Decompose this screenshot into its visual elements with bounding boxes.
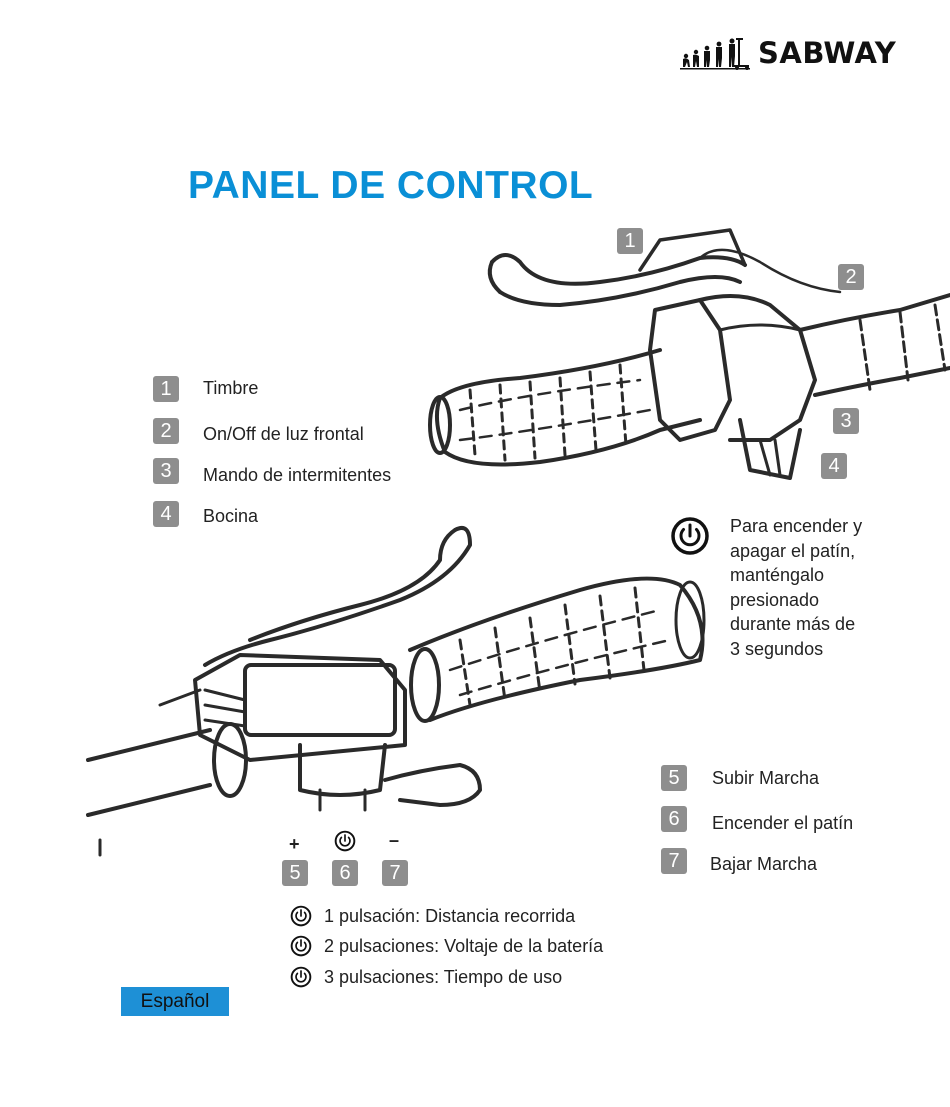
power-icon <box>334 830 356 852</box>
press-function-item <box>290 966 562 988</box>
callout-2: 2 <box>838 264 864 290</box>
control-badge-7: 7 <box>382 860 408 886</box>
power-instruction-line: presionado <box>730 589 820 610</box>
legend-label-subir-marcha: Subir Marcha <box>712 768 820 788</box>
legend-label-bocina: Bocina <box>203 506 259 526</box>
power-instruction-line: apagar el patín, <box>730 540 856 561</box>
power-instruction-line: 3 segundos <box>730 638 824 659</box>
press-function-item <box>290 935 603 957</box>
power-instruction <box>730 514 945 661</box>
brand-name: SABWAY <box>758 36 897 70</box>
legend-badge-2: 2 <box>153 418 179 444</box>
press-function-text: 2 pulsaciones: Voltaje de la batería <box>324 935 604 956</box>
plus-symbol: + <box>289 834 300 854</box>
legend-badge-7: 7 <box>661 848 687 874</box>
legend-badge-4: 4 <box>153 501 179 527</box>
legend-label-bajar-marcha: Bajar Marcha <box>710 854 818 874</box>
press-function-item <box>290 905 575 927</box>
minus-symbol: – <box>389 830 400 850</box>
callout-1: 1 <box>617 228 643 254</box>
press-function-text: 1 pulsación: Distancia recorrida <box>324 905 576 926</box>
power-icon <box>290 905 312 927</box>
legend-label-timbre: Timbre <box>203 378 259 398</box>
legend-badge-6: 6 <box>661 806 687 832</box>
power-instruction-line: durante más de <box>730 614 856 634</box>
bottom-handlebar-drawing <box>88 528 704 855</box>
legend-badge-5: 5 <box>661 765 687 791</box>
legend-label-intermitentes: Mando de intermitentes <box>203 465 392 485</box>
callout-3: 3 <box>833 408 859 434</box>
legend-label-encender: Encender el patín <box>712 813 854 833</box>
power-icon <box>290 966 312 988</box>
language-tag: Español <box>121 987 229 1016</box>
control-badge-5: 5 <box>282 860 308 886</box>
power-icon <box>670 516 710 556</box>
power-instruction-line: Para encender y <box>730 516 863 536</box>
power-instruction-line: manténgalo <box>730 565 825 585</box>
legend-label-luz-frontal: On/Off de luz frontal <box>203 424 364 444</box>
press-function-text: 3 pulsaciones: Tiempo de uso <box>324 966 563 987</box>
callout-4: 4 <box>821 453 847 479</box>
top-handlebar-drawing <box>430 230 950 478</box>
legend-badge-3: 3 <box>153 458 179 484</box>
legend-badge-1: 1 <box>153 376 179 402</box>
control-badge-6: 6 <box>332 860 358 886</box>
page-title: PANEL DE CONTROL <box>188 164 594 207</box>
power-icon <box>290 935 312 957</box>
